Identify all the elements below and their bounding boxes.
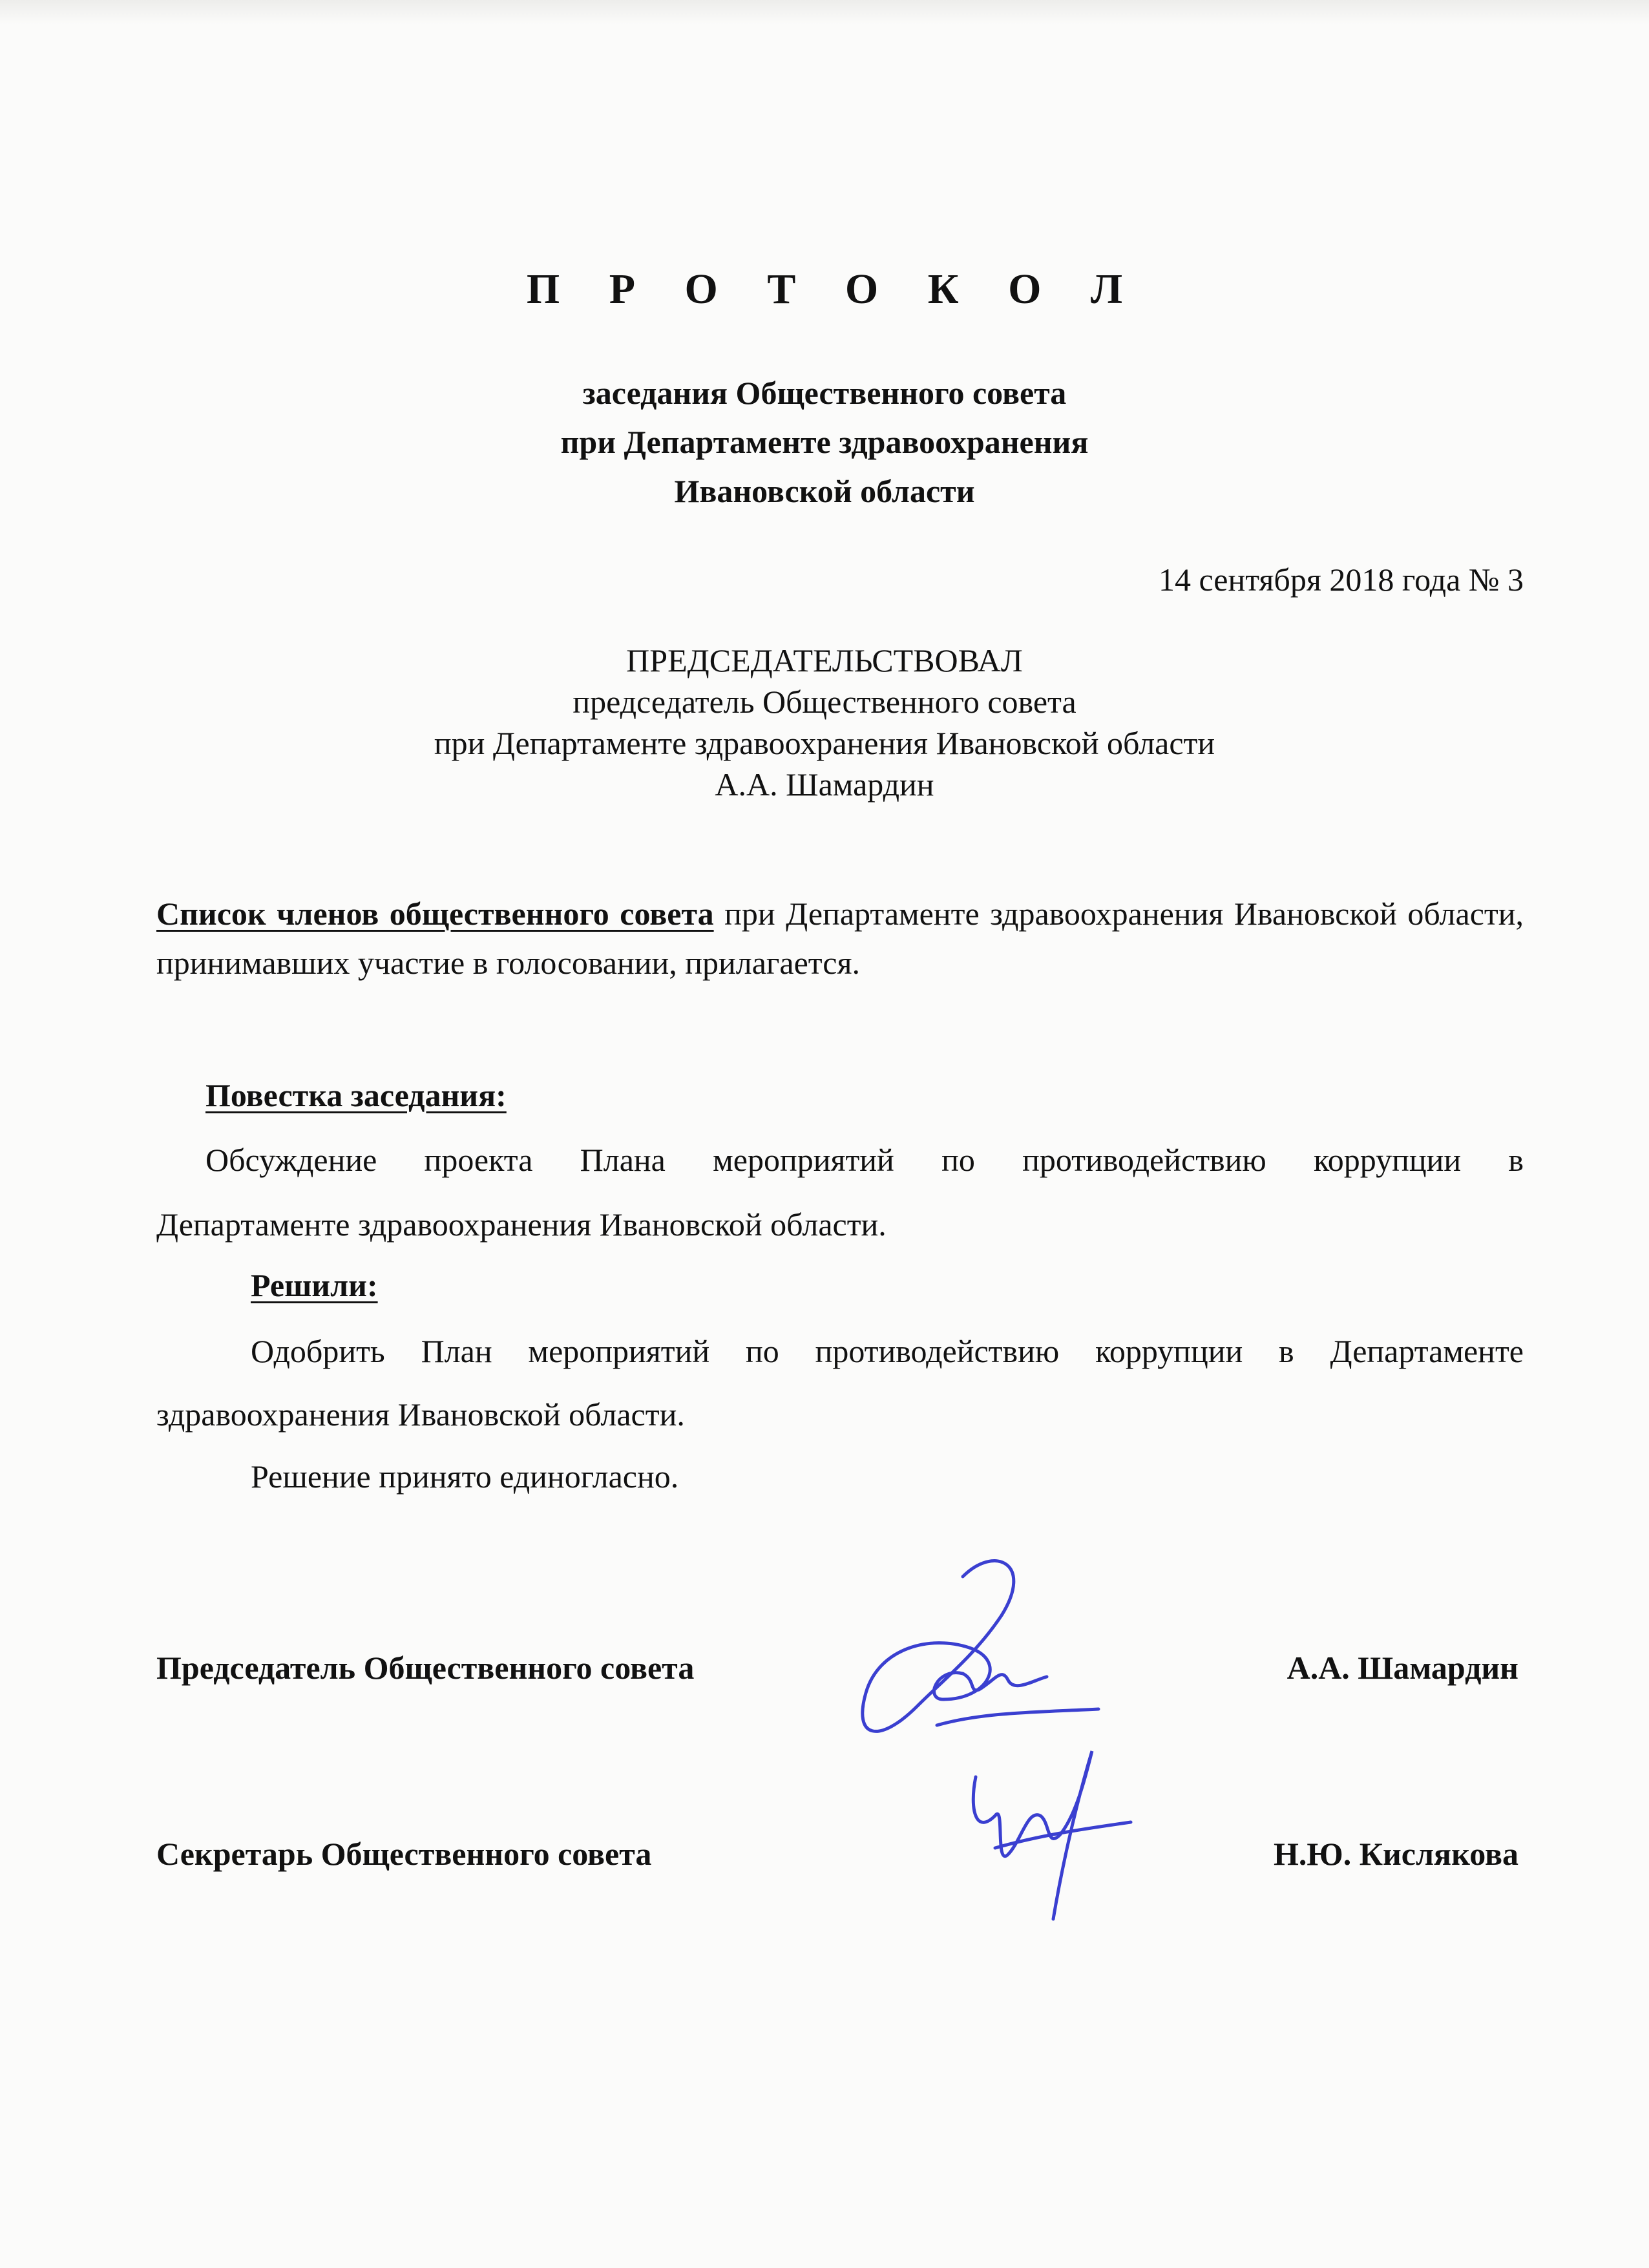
members-text: при Департаменте здравоохранения Ивановской области, принимавших участие в голосовании, прилагается.	[156, 896, 1524, 981]
chair-signature-label: Председатель Общественного совета	[156, 1650, 695, 1686]
agenda-heading: Повестка заседания:	[205, 1077, 507, 1113]
agenda-line-1: Обсуждение проекта Плана мероприятий по противодействию коррупции в	[205, 1142, 1524, 1178]
secretary-signature-stroke	[973, 1751, 1131, 1919]
chaired-line-2: при Департаменте здравоохранения Ивановской области	[434, 725, 1215, 761]
agenda-line-2: Департаменте здравоохранения Ивановской области.	[156, 1206, 887, 1243]
chaired-name: А.А. Шамардин	[715, 766, 934, 803]
members-emphasis: Список членов общественного совета	[156, 896, 714, 932]
members-paragraph	[156, 889, 1524, 987]
decision-result: Решение принято единогласно.	[251, 1458, 679, 1495]
protocol-date: 14 сентября 2018 года № 3	[1158, 562, 1524, 598]
subtitle-line-3: Ивановской области	[674, 473, 975, 509]
subtitle-line-1: заседания Общественного совета	[582, 375, 1067, 411]
chaired-line-1: председатель Общественного совета	[572, 684, 1077, 720]
secretary-signature-label: Секретарь Общественного совета	[156, 1836, 652, 1872]
scan-edge	[0, 0, 1649, 25]
chair-signature-stroke	[863, 1561, 1098, 1732]
decision-line-1: Одобрить План мероприятий по противодействию коррупции в Департаменте	[251, 1333, 1524, 1369]
secretary-signature	[956, 1738, 1137, 1926]
subtitle-line-2: при Департаменте здравоохранения	[560, 424, 1089, 460]
chaired-heading: ПРЕДСЕДАТЕЛЬСТВОВАЛ	[626, 642, 1023, 678]
secretary-signature-name: Н.Ю. Кислякова	[1274, 1836, 1518, 1872]
decision-line-2: здравоохранения Ивановской области.	[156, 1396, 685, 1433]
document-title: П Р О Т О К О Л	[526, 266, 1142, 313]
decision-heading: Решили:	[251, 1267, 378, 1303]
chair-signature-name: А.А. Шамардин	[1287, 1650, 1518, 1686]
